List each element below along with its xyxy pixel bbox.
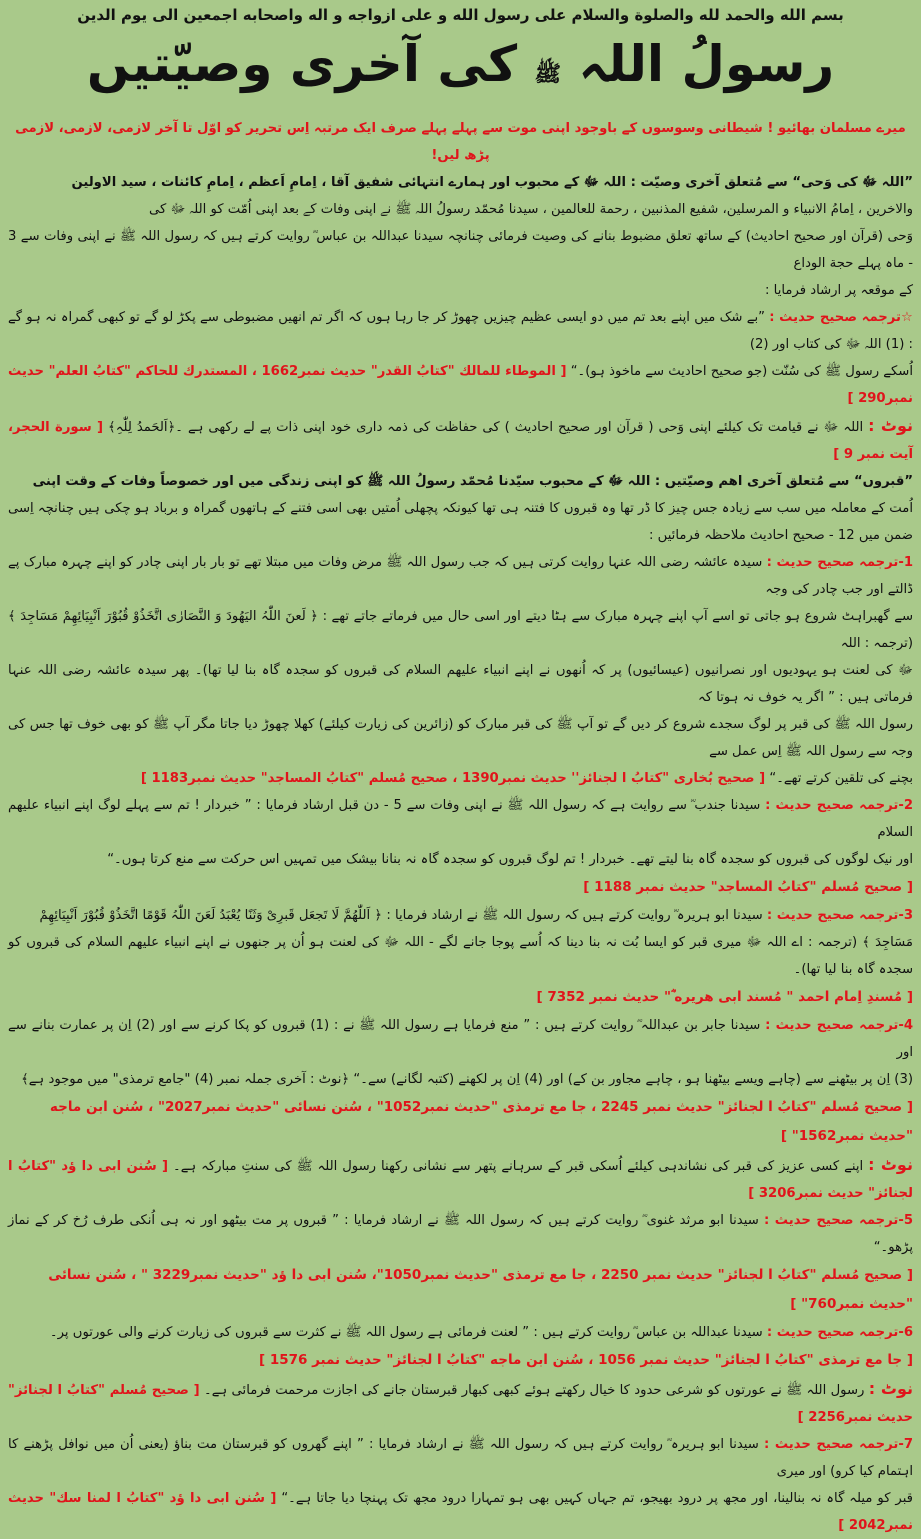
title-part-b: کی آخری وصیّتیں — [86, 35, 518, 93]
hadith-5-label: 5-ترجمہ صحیح حدیث : — [763, 1213, 914, 1228]
note-wahi — [8, 412, 913, 468]
hadith-6-text: سیدنا عبداللہ بن عباس ؓ روایت کرتے ہیں : ” لعنت فرمائی ہے رسول اللہ ﷺ نے کثرت سے قبروں کی زیارت کرنے والی عورتوں پر۔ — [49, 1325, 767, 1340]
note-reference: [ سورة الحجر، آیت نمبر 9 ] — [8, 420, 913, 462]
hadith-2-text: سیدنا جندب ؓ سے روایت ہے کہ رسول اللہ ﷺ نے اپنی وفات سے 5 - دن قبل ارشاد فرمایا : ” خبردار ! تم سے پہلے لوگ اپنے انبیاء علیهم السلام — [8, 798, 913, 840]
hadith-7-text: سیدنا ابو ہریرہ ؓ روایت کرتے ہیں کہ رسول اللہ ﷺ نے ارشاد فرمایا : ” اپنے گھروں کو قبرستان مت بناؤ (یعنی اُن میں نوافل پڑھنے کا اہتمام کیا کرو) اور میری — [8, 1437, 913, 1479]
hadith-6-reference: [ جا مع ترمذی "كتابُ ا لجنائز" حديث نمبر 1056 ، سُنن ابن ماجه "كتابُ ا لجنائز" حديث نمبر 1576 ] — [258, 1352, 913, 1368]
bismillah-line: بسم الله والحمد لله والصلوة والسلام علی رسول الله و علی ازواجه و اله واصحابه اجمعین الی یوم الدین — [77, 6, 844, 24]
intro-line-1: ”اللہ ﷻ کی وَحی“ سے مُتعلق آخری وصیّت : اللہ ﷻ کے محبوب اور ہمارے انتہائی شفیق آقا ، اِمامِ اَعظم ، اِمامِ کائنات ، سید الاولین — [71, 175, 913, 190]
hadith-1-text-end: بچنے کی تلقین کرتے تھے۔“ — [769, 771, 913, 786]
note-women-graveyard — [8, 1375, 913, 1431]
hadith-4-reference-2: "حديث نمبر1562" ] — [780, 1128, 913, 1144]
hadith-2-line-2: اور نیک لوگوں کی قبروں کو سجدہ گاہ بنا لیتے تھے۔ خبردار ! تم لوگ قبروں کو سجدہ گاہ نہ بنانا بیشک میں تمہیں اس حرکت سے منع کرتا ہوں۔“ — [107, 852, 913, 867]
note-3-reference: [ صحیح مُسلم "كتابُ ا لجنائز" حديث نمبر2256 ] — [8, 1383, 913, 1425]
hadith-1-reference: [ صحیح بُخاری "كتابُ ا لجنائز'' حديث نمبر1390 ، صحیح مُسلم "كتابُ المساجد" حديث نمبر1183 ] — [140, 771, 766, 786]
note-2-reference: [ سُنن ابی دا ؤد "كتابُ ا لجنائز" حديث نمبر3206 ] — [8, 1159, 913, 1201]
hadith-4-label: 4-ترجمہ صحیح حدیث : — [765, 1018, 914, 1033]
note-2-text: اپنے کسی عزیز کی قبر کی نشاندہی کیلئے اُسکی قبر کے سرہانے پتھر سے نشانی رکھنا رسول اللہ ﷺ کی سنتِ مبارکہ ہے۔ — [172, 1159, 869, 1174]
hadith-quran-sunnah — [8, 304, 913, 358]
hadith-1-line-4: رسول اللہ ﷺ کی قبر پر لوگ سجدے شروع کر دیں گے تو آپ ﷺ کی قبر مبارک کو (زائرین کی زیارت کیلئے) کھلا چھوڑ دیا جاتا مگر آپ ﷺ کو بھی خوف تھا جس کی وجہ سے رسول اللہ ﷺ اِس عمل سے — [8, 717, 913, 759]
hadith-3-line-2: مَسَاجِدَ ﴾ (ترجمہ : اے اللہ ﷻ میری قبر کو ایسا بُت نہ بنا دینا کہ اُسے پوجا جانے لگے - اللہ ﷻ کی لعنت ہو اُن پر جنھوں نے اپنے انبیاء علیهم السلام کی قبروں کو سجدہ گاہ بنا لیا تھا)۔ — [8, 935, 913, 977]
hadith-reference: [ الموطاء للمالك "كتابُ القدر" حديث نمبر1662 ، المستدرك للحاكم "كتابُ العلم" حديث نمبر290 ] — [8, 364, 913, 406]
salutation-glyph: ﷺ — [534, 62, 562, 87]
graves-section-line-2: اُمت کے معاملہ میں سب سے زیادہ جس چیز کا ڈر تھا وہ قبروں کا فتنہ ہی تھا کیونکہ پچھلی اُمتیں بھی اسی فتنے کے ہاتھوں گمراہ و برباد ہو چکی ہیں چنانچہ اِسی ضمن میں 12 - صحیح احادیث ملاحظہ فرمائیں : — [8, 501, 913, 543]
hadith-label: ☆ترجمہ صحیح حدیث : — [769, 310, 913, 325]
note-3-label: نوٹ : — [868, 1379, 913, 1398]
note-2-label: نوٹ : — [868, 1155, 913, 1174]
note-text: اللہ ﷻ نے قیامت تک کیلئے اپنی وَحی ( قرآن اور صحیح احادیث ) کی حفاظت کی ذمہ داری خود اپنی ذات پے لے رکھی ہے ۔﴿اَلحَمدُ لِلّٰہِ﴾ — [108, 420, 869, 435]
title-part-a: رسولُ اللہ — [578, 35, 835, 93]
hadith-3-text: سیدنا ابو ہریرہ ؓ روایت کرتے ہیں کہ رسول اللہ ﷺ نے ارشاد فرمایا : ﴿ اَللّٰھُمَّ لَا تَجعَل قَبرِیْ وَثَنًا یُعْبَدُ لَعَنَ اللّٰہُ قَوْمًا اتَّخَذُوْ قُبُوْرَ اَنْبِیَائِھِمْ — [39, 908, 767, 923]
hadith-4-line-2: (3) اِن پر بیٹھنے سے (چاہے ویسے بیٹھنا ہو ، چاہے مجاور بن کے) اور (4) اِن پر لکھنے (کتبہ لگانے) سے۔“ ﴿نوٹ : آخری جملہ نمبر (4) "جامع ترمذی" میں موجود ہے﴾ — [21, 1072, 913, 1087]
note-grave-marker — [8, 1151, 913, 1207]
hadith-4-text: سیدنا جابر بن عبداللہ ؓ روایت کرتے ہیں : ” منع فرمایا ہے رسول اللہ ﷺ نے : (1) قبروں کو پکا کرنے سے اور (2) اِن پر عمارت بنانے سے اور — [8, 1018, 913, 1060]
hadith-7-text-end: قبر کو میلہ گاہ نہ بنالینا، اور مجھ پر درود بھیجو، تم جہاں کہیں بھی ہو تمہارا درود مجھ تک پہنچا دیا جاتا ہے۔“ — [281, 1491, 913, 1506]
hadith-7-line-2 — [8, 1485, 913, 1539]
hadith-1-text: سیدہ عائشہ رضی اللہ عنہا روایت کرتی ہیں کہ جب رسول اللہ ﷺ مرض وفات میں مبتلا تھے تو بار بار اپنی چادر کو اپنے چہرہ مبارک پے ڈالتے اور جب چادر کی وجہ — [8, 555, 913, 597]
hadith-text: ”بے شک میں اپنے بعد تم میں دو ایسی عظیم چیزیں چھوڑ کر جا رہا ہوں کہ اگر تم انھیں مضبوطی سے پکڑ لو گے تو کبھی گمراہ نہ ہو گے : (1) اللہ ﷻ کی کتاب اور (2) — [8, 310, 913, 352]
hadith-5-reference-1: [ صحیح مُسلم "كتابُ ا لجنائز" حديث نمبر 2250 ، جا مع ترمذی "حديث نمبر1050"، سُنن ابی دا ؤد "حديث نمبر3229 " ، سُنن نسائی — [48, 1267, 913, 1283]
hadith-1-label: 1-ترجمہ صحیح حدیث : — [766, 555, 914, 570]
hadith-7-reference: [ سُنن ابی دا ؤد "كتابُ ا لمنا سك" حديث نمبر2042 ] — [8, 1491, 913, 1533]
hadith-7-line-1 — [8, 1431, 913, 1485]
note-3-text: رسول اللہ ﷺ نے عورتوں کو شرعی حدود کا خیال رکھتے ہوئے کبھی کبھار قبرستان جانے کی اجازت مرحمت فرمائی ہے۔ — [204, 1383, 869, 1398]
graves-section-line-1: ”قبروں“ سے مُتعلق آخری اهم وصیّتیں : اللہ ﷻ کے محبوب سیّدنا مُحمّد رسولُ اللہ ﷺ کو اپنی زندگی میں اور خصوصاً وفات کے وقت اپنی — [32, 474, 913, 489]
hadith-1-line-5 — [8, 765, 913, 792]
hadith-3-reference: [ مُسندِ اِمام احمد " مُسند ابی هریره ؓ" حديث نمبر 7352 ] — [536, 989, 913, 1005]
intro-line-2: والاخرین ، اِمامُ الانبیاء و المرسلین، شفیع المذنبین ، رحمة للعالمین ، سیدنا مُحمّد رسولُ اللہ ﷺ نے اپنی وفات کے بعد اپنی اُمّت کو اللہ ﷻ کی — [149, 202, 913, 217]
hadith-5-line-1 — [8, 1207, 913, 1261]
hadith-7-label: 7-ترجمہ صحیح حدیث : — [763, 1437, 913, 1452]
hadith-5-reference-2: "حديث نمبر760" ] — [790, 1296, 913, 1312]
hadith-2-label: 2-ترجمہ صحیح حدیث : — [765, 798, 913, 813]
intro-line-4: کے موقعہ پر ارشاد فرمایا : — [765, 283, 913, 298]
hadith-3-label: 3-ترجمہ صحیح حدیث : — [766, 908, 913, 923]
hadith-6-line-1 — [8, 1319, 913, 1346]
note-label: نوٹ : — [868, 416, 913, 435]
hadith-4-reference-1: [ صحیح مُسلم "كتابُ ا لجنائز" حديث نمبر 2245 ، جا مع ترمذی "حديث نمبر1052" ، سُنن نسائی "حديث نمبر2027" ، سُنن ابن ماجه — [49, 1099, 913, 1115]
intro-red-call: میرے مسلمان بھائیو ! شیطانی وسوسوں کے باوجود اپنی موت سے پہلے پہلے صرف ایک مرتبہ اِس تحریر کو اوّل تا آخر لازمی، لازمی، لازمی پڑھ لیں! — [15, 121, 906, 163]
hadith-4-line-1 — [8, 1012, 913, 1066]
hadith-quran-sunnah-cont — [8, 358, 913, 412]
hadith-3-line-1 — [8, 902, 913, 929]
hadith-5-text: سیدنا ابو مرثد غنوی ؓ روایت کرتے ہیں کہ رسول اللہ ﷺ نے ارشاد فرمایا : ” قبروں پر مت بیٹھو اور نہ ہی اُنکی طرف رُخ کر کے نماز پڑھو۔“ — [8, 1213, 913, 1255]
hadith-text-cont: اُسکے رسول ﷺ کی سُنّت (جو صحیح احادیث سے ماخوذ ہو)۔“ — [570, 364, 913, 379]
hadith-2-line-1 — [8, 792, 913, 846]
hadith-1-line-2: سے گھبراہٹ شروع ہو جاتی تو اسے آپ اپنے چہرہ مبارک سے ہٹا دیتے اور اسی حال میں فرماتے جاتے تھے : ﴿ لَعنَ اللّٰہُ الیَھُودَ وَ النَّصَارٰی اتَّخَذُوْ قُبُوْرَ اَنْبِیَائِھِمْ مَسَاجِدَ ﴾ (ترجمہ : اللہ — [8, 609, 913, 651]
hadith-2-reference: [ صحیح مُسلم "كتابُ المساجد" حديث نمبر 1188 ] — [583, 879, 913, 895]
hadith-6-label: 6-ترجمہ صحیح حدیث : — [766, 1325, 913, 1340]
hadith-1-line-3: ﷻ کی لعنت ہو یہودیوں اور نصرانیوں (عیسائیوں) پر کہ اُنھوں نے اپنے انبیاء علیهم السلام کی قبروں کو سجدہ گاہ بنا لیا تھا)۔ پھر سیدہ عائشہ رضی اللہ عنہا فرماتی ہیں : ” اگر یہ خوف نہ ہوتا کہ — [8, 663, 913, 705]
hadith-1-line-1 — [8, 549, 913, 603]
page-title — [8, 28, 913, 111]
intro-line-3: وَحی (قرآن اور صحیح احادیث) کے ساتھ تعلق مضبوط بنانے کی وصیت فرمائی چنانچہ سیدنا عبداللہ بن عباس ؓ روایت کرتے ہیں کہ رسول اللہ ﷺ نے اپنی وفات سے 3 - ماہ پہلے حجة الوداع — [8, 229, 913, 271]
